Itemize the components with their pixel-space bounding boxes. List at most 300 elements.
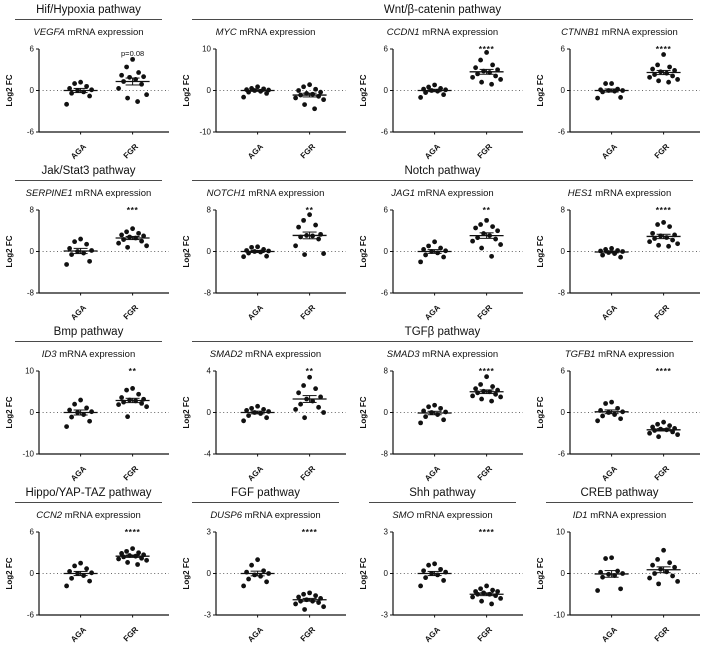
data-point xyxy=(144,558,149,563)
pathway-header xyxy=(531,485,708,503)
data-point xyxy=(249,563,254,568)
y-tick-label: 0 xyxy=(206,408,211,418)
pathway-header-label: CREB pathway xyxy=(546,487,693,503)
data-point xyxy=(119,233,124,238)
data-point xyxy=(618,416,623,421)
data-point xyxy=(293,407,298,412)
pathway-header-label: TGFβ pathway xyxy=(192,326,693,342)
gene-name: CTNNB1 xyxy=(561,27,600,38)
data-point xyxy=(296,390,301,395)
y-tick-label: 8 xyxy=(560,205,565,215)
pathway-header-row xyxy=(0,324,708,342)
title-suffix: mRNA expression xyxy=(599,27,678,38)
data-point xyxy=(478,586,483,591)
scatter-plot-svg xyxy=(180,521,352,645)
data-point xyxy=(78,561,83,566)
y-tick-label: 6 xyxy=(383,205,388,215)
plot-notch1 xyxy=(177,181,354,323)
data-point xyxy=(72,402,77,407)
data-point xyxy=(647,239,652,244)
plots-row xyxy=(0,20,708,162)
data-point xyxy=(121,555,126,560)
data-point xyxy=(479,599,484,604)
data-point xyxy=(307,590,312,595)
x-category-label: FGR xyxy=(652,464,671,483)
significance-label: *** xyxy=(126,205,138,215)
data-point xyxy=(69,415,74,420)
data-point xyxy=(479,80,484,85)
data-point xyxy=(87,94,92,99)
title-suffix: mRNA expression xyxy=(587,510,667,521)
title-suffix: mRNA expression xyxy=(419,349,499,360)
scatter-plot-svg xyxy=(180,360,352,484)
data-point xyxy=(647,576,652,581)
data-point xyxy=(264,579,269,584)
data-point xyxy=(307,82,312,87)
pathway-header xyxy=(177,163,708,181)
data-point xyxy=(302,252,307,257)
data-point xyxy=(609,400,614,405)
data-point xyxy=(78,237,83,242)
plot-ccn2 xyxy=(0,503,177,645)
data-point xyxy=(127,75,132,80)
plots-row xyxy=(0,342,708,484)
y-tick-label: -3 xyxy=(380,610,388,620)
data-point xyxy=(490,588,495,593)
pathway-header-row xyxy=(0,485,708,503)
data-point xyxy=(125,560,130,565)
data-point xyxy=(241,584,246,589)
data-point xyxy=(241,95,246,100)
data-point xyxy=(87,259,92,264)
y-tick-label: -4 xyxy=(203,449,211,459)
y-tick-label: 6 xyxy=(560,366,565,376)
scatter-plot-svg xyxy=(180,38,352,162)
data-point xyxy=(493,237,498,242)
data-point xyxy=(490,63,495,68)
data-point xyxy=(618,586,623,591)
data-point xyxy=(249,406,254,411)
data-point xyxy=(495,589,500,594)
data-point xyxy=(426,404,431,409)
data-point xyxy=(255,244,260,249)
data-point xyxy=(479,246,484,251)
data-point xyxy=(64,424,69,429)
plot-title xyxy=(573,510,666,521)
y-axis-label: Log2 FC xyxy=(181,557,191,590)
data-point xyxy=(119,73,124,78)
data-point xyxy=(470,595,475,600)
gene-name: ID1 xyxy=(572,510,588,521)
data-point xyxy=(241,418,246,423)
data-point xyxy=(318,90,323,95)
y-tick-label: -6 xyxy=(557,127,565,137)
x-category-label: FGR xyxy=(652,142,671,161)
plot-smo xyxy=(354,503,531,645)
y-axis-label: Log2 FC xyxy=(181,396,191,429)
x-category-label: FGR xyxy=(298,464,317,483)
title-suffix: mRNA expression xyxy=(245,188,325,199)
y-axis-label: Log2 FC xyxy=(4,235,14,268)
data-point xyxy=(655,422,660,427)
data-point xyxy=(84,242,89,247)
data-point xyxy=(652,571,657,576)
data-point xyxy=(246,413,251,418)
title-suffix: mRNA expression xyxy=(419,27,499,38)
x-category-label: AGA xyxy=(68,142,88,161)
data-point xyxy=(78,398,83,403)
data-point xyxy=(603,401,608,406)
data-point xyxy=(600,253,605,258)
data-point xyxy=(606,410,611,415)
title-suffix: mRNA expression xyxy=(72,188,152,199)
x-category-label: AGA xyxy=(68,625,88,644)
x-category-label: AGA xyxy=(245,303,265,322)
y-axis-label: Log2 FC xyxy=(358,235,368,268)
data-point xyxy=(675,241,680,246)
plot-title xyxy=(561,27,678,38)
data-point xyxy=(67,408,72,413)
data-point xyxy=(470,394,475,399)
data-point xyxy=(125,96,130,101)
plot-title xyxy=(387,349,498,360)
data-point xyxy=(603,81,608,86)
data-point xyxy=(144,92,149,97)
title-suffix: mRNA expression xyxy=(413,510,493,521)
y-tick-label: 0 xyxy=(206,247,211,257)
title-suffix: mRNA expression xyxy=(242,510,321,521)
y-tick-label: 8 xyxy=(206,205,211,215)
data-point xyxy=(675,77,680,82)
plot-vegfa xyxy=(0,20,177,162)
data-point xyxy=(600,414,605,419)
data-point xyxy=(316,600,321,605)
y-tick-label: 0 xyxy=(560,247,565,257)
data-point xyxy=(426,563,431,568)
gene-name: JAG1 xyxy=(391,188,416,199)
x-category-label: FGR xyxy=(475,464,494,483)
pathway-header xyxy=(177,485,354,503)
data-point xyxy=(264,254,269,259)
data-point xyxy=(441,255,446,260)
data-point xyxy=(87,419,92,424)
data-point xyxy=(675,579,680,584)
pathway-header-label: FGF pathway xyxy=(192,487,339,503)
x-category-label: AGA xyxy=(599,142,619,161)
data-point xyxy=(421,568,426,573)
significance-label: ** xyxy=(305,366,314,376)
significance-label: **** xyxy=(124,527,140,537)
data-point xyxy=(302,102,307,107)
data-point xyxy=(498,596,503,601)
data-point xyxy=(423,253,428,258)
data-point xyxy=(609,555,614,560)
plot-myc xyxy=(177,20,354,162)
data-point xyxy=(135,562,140,567)
plot-title xyxy=(391,188,493,199)
data-point xyxy=(473,386,478,391)
gene-name: HES1 xyxy=(567,188,593,199)
x-category-label: AGA xyxy=(245,142,265,161)
plot-id3 xyxy=(0,342,177,484)
data-point xyxy=(136,70,141,75)
y-tick-label: 6 xyxy=(560,44,565,54)
plot-title xyxy=(210,510,320,521)
data-point xyxy=(618,95,623,100)
plots-row xyxy=(0,503,708,645)
y-tick-label: 0 xyxy=(383,569,388,579)
x-category-label: AGA xyxy=(68,464,88,483)
data-point xyxy=(670,74,675,79)
plot-hes1 xyxy=(531,181,708,323)
significance-label: **** xyxy=(478,527,494,537)
y-tick-label: -8 xyxy=(557,288,565,298)
significance-label: p=0.08 xyxy=(120,49,144,58)
data-point xyxy=(595,96,600,101)
pathway-header xyxy=(0,324,177,342)
pathway-header xyxy=(177,2,708,20)
pathway-header xyxy=(0,163,177,181)
pathway-header-label: Shh pathway xyxy=(369,487,516,503)
data-point xyxy=(119,395,124,400)
pathway-section xyxy=(0,485,708,645)
y-tick-label: 3 xyxy=(206,527,211,537)
y-tick-label: -6 xyxy=(26,610,34,620)
y-tick-label: 10 xyxy=(24,366,34,376)
data-point xyxy=(656,434,661,439)
gene-name: MYC xyxy=(215,27,237,38)
significance-label: **** xyxy=(655,205,671,215)
data-point xyxy=(301,592,306,597)
data-point xyxy=(302,415,307,420)
data-point xyxy=(489,254,494,259)
data-point xyxy=(136,392,141,397)
data-point xyxy=(130,386,135,391)
gene-name: DUSP6 xyxy=(210,510,242,521)
data-point xyxy=(124,229,129,234)
x-category-label: AGA xyxy=(245,625,265,644)
data-point xyxy=(656,78,661,83)
data-point xyxy=(670,238,675,243)
data-point xyxy=(478,222,483,227)
data-point xyxy=(293,602,298,607)
scatter-plot-svg xyxy=(357,38,529,162)
data-point xyxy=(650,563,655,568)
gene-name: CCDN1 xyxy=(386,27,420,38)
data-point xyxy=(249,245,254,250)
data-point xyxy=(666,244,671,249)
scatter-plot-svg xyxy=(357,360,529,484)
data-point xyxy=(609,81,614,86)
pathway-section xyxy=(0,2,708,162)
data-point xyxy=(301,84,306,89)
data-point xyxy=(64,262,69,267)
y-axis-label: Log2 FC xyxy=(535,74,545,107)
y-axis-label: Log2 FC xyxy=(181,74,191,107)
y-tick-label: 0 xyxy=(206,86,211,96)
data-point xyxy=(69,252,74,257)
data-point xyxy=(312,106,317,111)
data-point xyxy=(84,566,89,571)
data-point xyxy=(479,397,484,402)
data-point xyxy=(423,575,428,580)
data-point xyxy=(64,102,69,107)
data-point xyxy=(418,259,423,264)
data-point xyxy=(89,87,94,92)
y-tick-label: 0 xyxy=(383,408,388,418)
x-category-label: AGA xyxy=(599,625,619,644)
title-suffix: mRNA expression xyxy=(64,27,144,38)
plots-row xyxy=(0,181,708,323)
y-tick-label: 6 xyxy=(29,527,34,537)
data-point xyxy=(612,412,617,417)
data-point xyxy=(302,607,307,612)
data-point xyxy=(490,384,495,389)
y-axis-label: Log2 FC xyxy=(358,396,368,429)
y-tick-label: 10 xyxy=(555,527,565,537)
y-tick-label: 10 xyxy=(201,44,211,54)
data-point xyxy=(124,388,129,393)
y-axis-label: Log2 FC xyxy=(358,557,368,590)
pathway-header xyxy=(177,324,708,342)
data-point xyxy=(139,239,144,244)
data-point xyxy=(301,383,306,388)
data-point xyxy=(661,548,666,553)
pathway-header-row xyxy=(0,163,708,181)
data-point xyxy=(116,86,121,91)
data-point xyxy=(655,557,660,562)
y-tick-label: 0 xyxy=(560,408,565,418)
data-point xyxy=(470,75,475,80)
scatter-plot-svg xyxy=(3,521,175,645)
scatter-plot-svg xyxy=(534,360,706,484)
plot-tgfb1 xyxy=(531,342,708,484)
x-category-label: FGR xyxy=(121,625,140,644)
data-point xyxy=(666,80,671,85)
y-tick-label: -6 xyxy=(26,127,34,137)
significance-label: **** xyxy=(655,366,671,376)
plot-title xyxy=(33,27,143,38)
data-point xyxy=(130,546,135,551)
x-category-label: AGA xyxy=(599,464,619,483)
data-point xyxy=(489,602,494,607)
title-suffix: mRNA expression xyxy=(242,349,322,360)
pathway-section xyxy=(0,163,708,323)
y-tick-label: 0 xyxy=(560,569,565,579)
data-point xyxy=(313,87,318,92)
y-tick-label: -10 xyxy=(198,127,211,137)
data-point xyxy=(116,241,121,246)
data-point xyxy=(313,593,318,598)
data-point xyxy=(135,99,140,104)
data-point xyxy=(478,382,483,387)
data-point xyxy=(595,418,600,423)
data-point xyxy=(296,225,301,230)
x-category-label: FGR xyxy=(475,625,494,644)
data-point xyxy=(321,97,326,102)
plot-smad3 xyxy=(354,342,531,484)
data-point xyxy=(432,239,437,244)
data-point xyxy=(310,92,315,97)
data-point xyxy=(484,584,489,589)
y-tick-label: -6 xyxy=(380,127,388,137)
data-point xyxy=(241,254,246,259)
x-category-label: FGR xyxy=(121,464,140,483)
data-point xyxy=(498,77,503,82)
gene-name: SMAD2 xyxy=(209,349,243,360)
data-point xyxy=(656,243,661,248)
data-point xyxy=(489,399,494,404)
data-point xyxy=(125,414,130,419)
y-tick-label: 0 xyxy=(206,569,211,579)
data-point xyxy=(470,239,475,244)
plot-title xyxy=(42,349,135,360)
x-category-label: AGA xyxy=(599,303,619,322)
data-point xyxy=(116,557,121,562)
plot-id1 xyxy=(531,503,708,645)
title-suffix: mRNA expression xyxy=(236,27,316,38)
data-point xyxy=(124,65,129,70)
gene-name: TGFB1 xyxy=(564,349,596,360)
data-point xyxy=(667,224,672,229)
gene-name: SMO xyxy=(392,510,414,521)
data-point xyxy=(498,242,503,247)
significance-label: ** xyxy=(482,205,491,215)
data-point xyxy=(661,220,666,225)
x-category-label: FGR xyxy=(298,625,317,644)
pathway-header-row xyxy=(0,2,708,20)
x-category-label: AGA xyxy=(422,625,442,644)
plot-title xyxy=(26,188,152,199)
data-point xyxy=(144,243,149,248)
y-tick-label: 6 xyxy=(29,44,34,54)
x-category-label: AGA xyxy=(245,464,265,483)
scatter-plot-svg xyxy=(357,521,529,645)
gene-name: VEGFA xyxy=(33,27,65,38)
x-category-label: FGR xyxy=(298,142,317,161)
y-axis-label: Log2 FC xyxy=(4,74,14,107)
x-category-label: FGR xyxy=(121,303,140,322)
data-point xyxy=(647,431,652,436)
data-point xyxy=(418,584,423,589)
y-tick-label: -3 xyxy=(203,610,211,620)
x-category-label: AGA xyxy=(68,303,88,322)
data-point xyxy=(595,588,600,593)
data-point xyxy=(87,579,92,584)
data-point xyxy=(139,82,144,87)
data-point xyxy=(655,222,660,227)
gene-name: SERPINE1 xyxy=(25,188,73,199)
data-point xyxy=(618,255,623,260)
data-point xyxy=(116,402,121,407)
data-point xyxy=(675,432,680,437)
data-point xyxy=(246,577,251,582)
x-category-label: FGR xyxy=(652,303,671,322)
y-axis-label: Log2 FC xyxy=(535,557,545,590)
y-tick-label: 0 xyxy=(29,569,34,579)
y-tick-label: 0 xyxy=(29,408,34,418)
x-category-label: FGR xyxy=(121,142,140,161)
data-point xyxy=(316,237,321,242)
significance-label: **** xyxy=(478,44,494,54)
data-point xyxy=(293,243,298,248)
pathway-section xyxy=(0,324,708,484)
data-point xyxy=(144,404,149,409)
plot-jag1 xyxy=(354,181,531,323)
y-tick-label: -8 xyxy=(26,288,34,298)
data-point xyxy=(136,231,141,236)
data-point xyxy=(441,92,446,97)
